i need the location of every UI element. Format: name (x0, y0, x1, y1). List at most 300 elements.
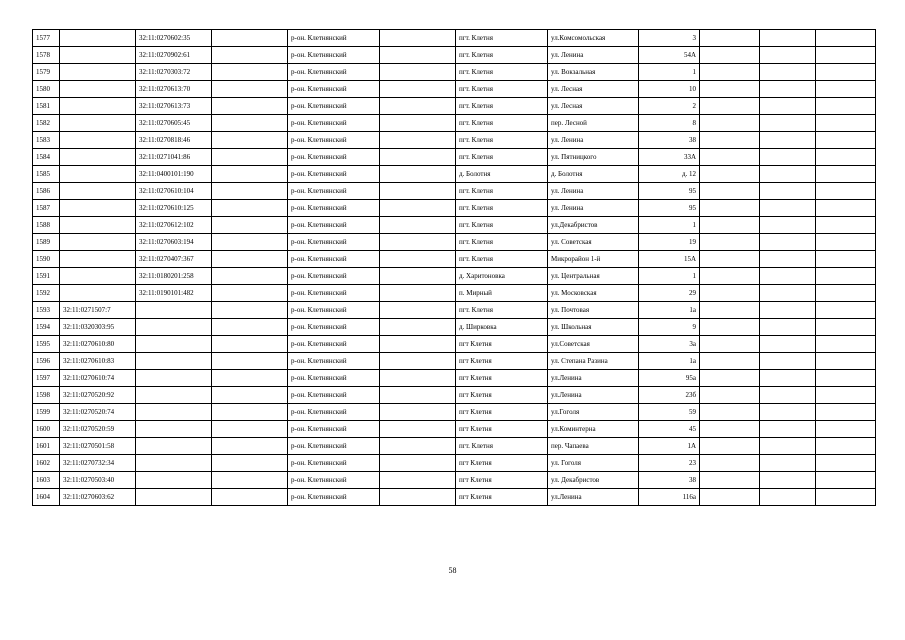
cell-empty-col-6 (380, 149, 456, 166)
cell-street: ул.Ленина (548, 489, 639, 506)
cell-cadastral-number-a: 32:11:0270520:74 (60, 404, 136, 421)
cell-empty-col-6 (380, 132, 456, 149)
cell-district: р-он. Клетнянский (288, 47, 380, 64)
cell-house-number: 23б (639, 387, 700, 404)
cell-settlement: пгт. Клетня (456, 30, 548, 47)
cell-row-number: 1595 (33, 336, 60, 353)
cell-empty-col-11 (760, 268, 816, 285)
cell-empty-col-4 (212, 234, 288, 251)
cell-house-number: 59 (639, 404, 700, 421)
cell-empty-col-12 (816, 319, 876, 336)
cell-empty-col-10 (700, 353, 760, 370)
cell-empty-col-10 (700, 217, 760, 234)
cell-district: р-он. Клетнянский (288, 336, 380, 353)
cell-empty-col-11 (760, 115, 816, 132)
cell-empty-col-4 (212, 47, 288, 64)
cell-district: р-он. Клетнянский (288, 149, 380, 166)
table-row (33, 132, 876, 149)
cell-empty-col-11 (760, 217, 816, 234)
cell-house-number: 8 (639, 115, 700, 132)
cell-district: р-он. Клетнянский (288, 370, 380, 387)
cell-empty-col-11 (760, 81, 816, 98)
cell-settlement: пгт. Клетня (456, 115, 548, 132)
cell-empty-col-6 (380, 166, 456, 183)
cell-empty-col-10 (700, 370, 760, 387)
cell-settlement: пгт. Клетня (456, 200, 548, 217)
cell-settlement: пгт. Клетня (456, 149, 548, 166)
table-row (33, 319, 876, 336)
cell-district: р-он. Клетнянский (288, 30, 380, 47)
cell-settlement: пгт Клетня (456, 404, 548, 421)
table-row (33, 200, 876, 217)
cell-row-number: 1591 (33, 268, 60, 285)
cell-empty-col-4 (212, 132, 288, 149)
cell-empty-col-6 (380, 47, 456, 64)
cell-empty-col-10 (700, 302, 760, 319)
cell-empty-col-10 (700, 115, 760, 132)
cell-empty-col-6 (380, 438, 456, 455)
page-number: 58 (448, 566, 457, 575)
cell-street: ул.Комсомольская (548, 30, 639, 47)
cell-street: ул.Ленина (548, 370, 639, 387)
cell-cadastral-number-a (60, 64, 136, 81)
table-row (33, 285, 876, 302)
cell-cadastral-number-b: 32:11:0271041:86 (136, 149, 212, 166)
cell-street: ул. Советская (548, 234, 639, 251)
cell-empty-col-4 (212, 268, 288, 285)
cell-cadastral-number-a: 32:11:0320303:95 (60, 319, 136, 336)
cell-row-number: 1584 (33, 149, 60, 166)
table-row (33, 336, 876, 353)
cell-street: д. Болотня (548, 166, 639, 183)
cell-empty-col-12 (816, 421, 876, 438)
cell-empty-col-10 (700, 234, 760, 251)
cell-empty-col-10 (700, 285, 760, 302)
cell-empty-col-6 (380, 268, 456, 285)
cell-house-number: 10 (639, 81, 700, 98)
cell-empty-col-12 (816, 251, 876, 268)
cell-house-number: 38 (639, 132, 700, 149)
cell-cadastral-number-a (60, 234, 136, 251)
cell-empty-col-10 (700, 98, 760, 115)
cell-empty-col-11 (760, 472, 816, 489)
cell-cadastral-number-a (60, 200, 136, 217)
cell-empty-col-11 (760, 404, 816, 421)
cell-district: р-он. Клетнянский (288, 234, 380, 251)
cell-house-number: 45 (639, 421, 700, 438)
cell-district: р-он. Клетнянский (288, 251, 380, 268)
cell-district: р-он. Клетнянский (288, 421, 380, 438)
cell-cadastral-number-a: 32:11:0270520:59 (60, 421, 136, 438)
cell-house-number: 29 (639, 285, 700, 302)
cell-cadastral-number-b (136, 370, 212, 387)
cell-cadastral-number-a: 32:11:0270520:92 (60, 387, 136, 404)
cell-empty-col-10 (700, 489, 760, 506)
cell-street: ул. Почтовая (548, 302, 639, 319)
cell-street: ул.Коминтерна (548, 421, 639, 438)
cell-settlement: пгт. Клетня (456, 81, 548, 98)
cell-empty-col-4 (212, 455, 288, 472)
cell-empty-col-12 (816, 234, 876, 251)
cell-district: р-он. Клетнянский (288, 489, 380, 506)
table-row (33, 268, 876, 285)
cell-empty-col-11 (760, 302, 816, 319)
cell-cadastral-number-b: 32:11:0190101:482 (136, 285, 212, 302)
cell-empty-col-11 (760, 30, 816, 47)
cell-cadastral-number-b (136, 319, 212, 336)
table-row (33, 149, 876, 166)
cell-empty-col-11 (760, 489, 816, 506)
cell-street: ул.Декабристов (548, 217, 639, 234)
cell-street: ул. Ленина (548, 47, 639, 64)
cell-cadastral-number-b: 32:11:0270605:45 (136, 115, 212, 132)
cell-empty-col-10 (700, 251, 760, 268)
cell-empty-col-6 (380, 472, 456, 489)
cell-district: р-он. Клетнянский (288, 81, 380, 98)
cell-cadastral-number-a: 32:11:0271507:7 (60, 302, 136, 319)
cell-empty-col-6 (380, 489, 456, 506)
cell-street: ул. Школьная (548, 319, 639, 336)
cell-district: р-он. Клетнянский (288, 438, 380, 455)
cell-cadastral-number-a: 32:11:0270610:83 (60, 353, 136, 370)
cell-cadastral-number-b: 32:11:0270818:46 (136, 132, 212, 149)
cell-street: Микрорайон 1-й (548, 251, 639, 268)
table-row (33, 183, 876, 200)
cell-cadastral-number-b (136, 302, 212, 319)
cell-empty-col-11 (760, 234, 816, 251)
cell-cadastral-number-b: 32:11:0270610:125 (136, 200, 212, 217)
cell-empty-col-10 (700, 81, 760, 98)
cell-house-number: д. 12 (639, 166, 700, 183)
cell-district: р-он. Клетнянский (288, 217, 380, 234)
cell-empty-col-11 (760, 98, 816, 115)
cell-settlement: пгт Клетня (456, 370, 548, 387)
cell-empty-col-11 (760, 438, 816, 455)
cell-empty-col-4 (212, 183, 288, 200)
cell-empty-col-12 (816, 81, 876, 98)
table-row (33, 353, 876, 370)
table-row (33, 30, 876, 47)
cell-empty-col-11 (760, 421, 816, 438)
cell-empty-col-4 (212, 149, 288, 166)
cell-row-number: 1598 (33, 387, 60, 404)
cell-cadastral-number-b: 32:11:0270603:194 (136, 234, 212, 251)
cell-cadastral-number-b: 32:11:0270613:73 (136, 98, 212, 115)
cell-cadastral-number-a: 32:11:0270501:58 (60, 438, 136, 455)
cell-empty-col-6 (380, 30, 456, 47)
cell-cadastral-number-a: 32:11:0270503:40 (60, 472, 136, 489)
cell-settlement: пгт. Клетня (456, 47, 548, 64)
cell-cadastral-number-b: 32:11:0270902:61 (136, 47, 212, 64)
cell-row-number: 1597 (33, 370, 60, 387)
cell-cadastral-number-a (60, 183, 136, 200)
cell-district: р-он. Клетнянский (288, 319, 380, 336)
registry-table (32, 29, 876, 506)
cell-empty-col-11 (760, 47, 816, 64)
cell-empty-col-6 (380, 353, 456, 370)
table-row (33, 472, 876, 489)
cell-house-number: 38 (639, 472, 700, 489)
cell-cadastral-number-b (136, 489, 212, 506)
cell-house-number: 1 (639, 217, 700, 234)
table-row (33, 421, 876, 438)
cell-cadastral-number-b (136, 387, 212, 404)
cell-row-number: 1592 (33, 285, 60, 302)
cell-empty-col-11 (760, 166, 816, 183)
cell-row-number: 1588 (33, 217, 60, 234)
cell-empty-col-12 (816, 200, 876, 217)
cell-settlement: пгт. Клетня (456, 234, 548, 251)
table-row (33, 234, 876, 251)
cell-settlement: пгт Клетня (456, 472, 548, 489)
cell-row-number: 1601 (33, 438, 60, 455)
cell-empty-col-4 (212, 302, 288, 319)
cell-empty-col-10 (700, 30, 760, 47)
cell-settlement: д. Болотня (456, 166, 548, 183)
cell-row-number: 1602 (33, 455, 60, 472)
table-row (33, 98, 876, 115)
cell-house-number: 1 (639, 64, 700, 81)
cell-cadastral-number-a: 32:11:0270603:62 (60, 489, 136, 506)
cell-cadastral-number-a: 32:11:0270610:74 (60, 370, 136, 387)
cell-cadastral-number-a (60, 166, 136, 183)
cell-house-number: 54А (639, 47, 700, 64)
cell-empty-col-12 (816, 438, 876, 455)
cell-empty-col-12 (816, 336, 876, 353)
cell-row-number: 1604 (33, 489, 60, 506)
cell-cadastral-number-b (136, 421, 212, 438)
cell-district: р-он. Клетнянский (288, 183, 380, 200)
cell-street: ул. Ленина (548, 200, 639, 217)
cell-empty-col-12 (816, 285, 876, 302)
cell-empty-col-12 (816, 370, 876, 387)
cell-settlement: пгт Клетня (456, 336, 548, 353)
table-row (33, 438, 876, 455)
cell-street: ул. Пятницкого (548, 149, 639, 166)
cell-row-number: 1579 (33, 64, 60, 81)
cell-house-number: 1А (639, 438, 700, 455)
cell-cadastral-number-a (60, 132, 136, 149)
cell-empty-col-12 (816, 302, 876, 319)
cell-street: пер. Чапаева (548, 438, 639, 455)
cell-empty-col-4 (212, 472, 288, 489)
cell-cadastral-number-b (136, 336, 212, 353)
cell-empty-col-10 (700, 387, 760, 404)
table-row (33, 115, 876, 132)
cell-district: р-он. Клетнянский (288, 285, 380, 302)
cell-empty-col-10 (700, 166, 760, 183)
cell-empty-col-6 (380, 183, 456, 200)
cell-empty-col-12 (816, 217, 876, 234)
cell-empty-col-6 (380, 421, 456, 438)
cell-settlement: пгт. Клетня (456, 64, 548, 81)
cell-empty-col-6 (380, 285, 456, 302)
table-row (33, 302, 876, 319)
cell-empty-col-10 (700, 455, 760, 472)
cell-house-number: 23 (639, 455, 700, 472)
cell-empty-col-11 (760, 370, 816, 387)
cell-empty-col-11 (760, 200, 816, 217)
cell-street: ул.Гоголя (548, 404, 639, 421)
table-row (33, 251, 876, 268)
cell-empty-col-12 (816, 404, 876, 421)
cell-empty-col-6 (380, 81, 456, 98)
cell-cadastral-number-a (60, 251, 136, 268)
cell-cadastral-number-a (60, 149, 136, 166)
cell-row-number: 1600 (33, 421, 60, 438)
cell-settlement: пгт Клетня (456, 455, 548, 472)
cell-house-number: 95а (639, 370, 700, 387)
cell-empty-col-12 (816, 387, 876, 404)
cell-empty-col-12 (816, 268, 876, 285)
cell-cadastral-number-b (136, 353, 212, 370)
cell-empty-col-12 (816, 64, 876, 81)
cell-empty-col-10 (700, 200, 760, 217)
cell-empty-col-11 (760, 387, 816, 404)
cell-empty-col-6 (380, 115, 456, 132)
cell-district: р-он. Клетнянский (288, 404, 380, 421)
cell-settlement: д. Харитоновка (456, 268, 548, 285)
cell-cadastral-number-b: 32:11:0270612:102 (136, 217, 212, 234)
cell-empty-col-4 (212, 166, 288, 183)
cell-house-number: 9 (639, 319, 700, 336)
cell-empty-col-4 (212, 81, 288, 98)
cell-empty-col-10 (700, 268, 760, 285)
cell-house-number: 19 (639, 234, 700, 251)
cell-cadastral-number-b: 32:11:0270407:367 (136, 251, 212, 268)
cell-empty-col-10 (700, 421, 760, 438)
cell-empty-col-11 (760, 64, 816, 81)
cell-district: р-он. Клетнянский (288, 200, 380, 217)
cell-district: р-он. Клетнянский (288, 115, 380, 132)
cell-district: р-он. Клетнянский (288, 132, 380, 149)
cell-empty-col-4 (212, 251, 288, 268)
cell-cadastral-number-b (136, 472, 212, 489)
cell-street: ул. Лесная (548, 98, 639, 115)
cell-empty-col-12 (816, 47, 876, 64)
cell-empty-col-6 (380, 319, 456, 336)
cell-cadastral-number-b (136, 438, 212, 455)
cell-empty-col-4 (212, 64, 288, 81)
cell-empty-col-6 (380, 370, 456, 387)
cell-empty-col-10 (700, 132, 760, 149)
cell-empty-col-10 (700, 64, 760, 81)
cell-row-number: 1603 (33, 472, 60, 489)
cell-empty-col-12 (816, 115, 876, 132)
cell-settlement: пгт Клетня (456, 489, 548, 506)
cell-settlement: пгт. Клетня (456, 302, 548, 319)
cell-street: ул. Степана Разина (548, 353, 639, 370)
cell-cadastral-number-b (136, 455, 212, 472)
cell-empty-col-10 (700, 472, 760, 489)
table-row (33, 81, 876, 98)
cell-empty-col-12 (816, 30, 876, 47)
cell-settlement: пгт Клетня (456, 421, 548, 438)
table-row (33, 489, 876, 506)
cell-empty-col-10 (700, 183, 760, 200)
cell-cadastral-number-a (60, 30, 136, 47)
cell-empty-col-4 (212, 200, 288, 217)
cell-street: ул. Вокзальная (548, 64, 639, 81)
cell-cadastral-number-a: 32:11:0270732:34 (60, 455, 136, 472)
cell-cadastral-number-b (136, 404, 212, 421)
cell-district: р-он. Клетнянский (288, 472, 380, 489)
cell-house-number: 1а (639, 353, 700, 370)
cell-empty-col-6 (380, 98, 456, 115)
cell-district: р-он. Клетнянский (288, 98, 380, 115)
cell-empty-col-12 (816, 98, 876, 115)
cell-row-number: 1581 (33, 98, 60, 115)
cell-house-number: 116а (639, 489, 700, 506)
table-row (33, 404, 876, 421)
cell-street: ул. Ленина (548, 132, 639, 149)
cell-cadastral-number-b: 32:11:0400101:190 (136, 166, 212, 183)
cell-empty-col-11 (760, 132, 816, 149)
cell-empty-col-4 (212, 438, 288, 455)
cell-empty-col-10 (700, 149, 760, 166)
table-row (33, 217, 876, 234)
cell-empty-col-11 (760, 285, 816, 302)
cell-row-number: 1578 (33, 47, 60, 64)
cell-district: р-он. Клетнянский (288, 166, 380, 183)
cell-empty-col-4 (212, 336, 288, 353)
cell-empty-col-6 (380, 404, 456, 421)
table-row (33, 166, 876, 183)
cell-settlement: пгт. Клетня (456, 183, 548, 200)
cell-empty-col-4 (212, 489, 288, 506)
cell-settlement: п. Мирный (456, 285, 548, 302)
cell-settlement: пгт Клетня (456, 353, 548, 370)
cell-cadastral-number-a (60, 81, 136, 98)
cell-empty-col-4 (212, 353, 288, 370)
cell-empty-col-11 (760, 149, 816, 166)
cell-row-number: 1596 (33, 353, 60, 370)
cell-empty-col-4 (212, 421, 288, 438)
cell-empty-col-6 (380, 234, 456, 251)
cell-empty-col-12 (816, 149, 876, 166)
cell-cadastral-number-a (60, 268, 136, 285)
cell-empty-col-4 (212, 217, 288, 234)
cell-district: р-он. Клетнянский (288, 353, 380, 370)
cell-cadastral-number-b: 32:11:0270613:70 (136, 81, 212, 98)
table-row (33, 64, 876, 81)
cell-row-number: 1587 (33, 200, 60, 217)
cell-house-number: 33А (639, 149, 700, 166)
cell-row-number: 1582 (33, 115, 60, 132)
cell-empty-col-11 (760, 183, 816, 200)
cell-empty-col-4 (212, 115, 288, 132)
cell-settlement: пгт. Клетня (456, 217, 548, 234)
cell-house-number: 3 (639, 30, 700, 47)
cell-cadastral-number-a (60, 217, 136, 234)
cell-empty-col-4 (212, 30, 288, 47)
cell-empty-col-12 (816, 353, 876, 370)
cell-empty-col-6 (380, 251, 456, 268)
cell-empty-col-10 (700, 47, 760, 64)
cell-cadastral-number-a (60, 115, 136, 132)
cell-row-number: 1583 (33, 132, 60, 149)
table-row (33, 370, 876, 387)
cell-empty-col-10 (700, 319, 760, 336)
cell-empty-col-6 (380, 302, 456, 319)
cell-row-number: 1580 (33, 81, 60, 98)
cell-house-number: 95 (639, 200, 700, 217)
cell-empty-col-12 (816, 132, 876, 149)
cell-house-number: 15А (639, 251, 700, 268)
registry-body (33, 30, 876, 506)
cell-empty-col-11 (760, 455, 816, 472)
cell-cadastral-number-a (60, 285, 136, 302)
